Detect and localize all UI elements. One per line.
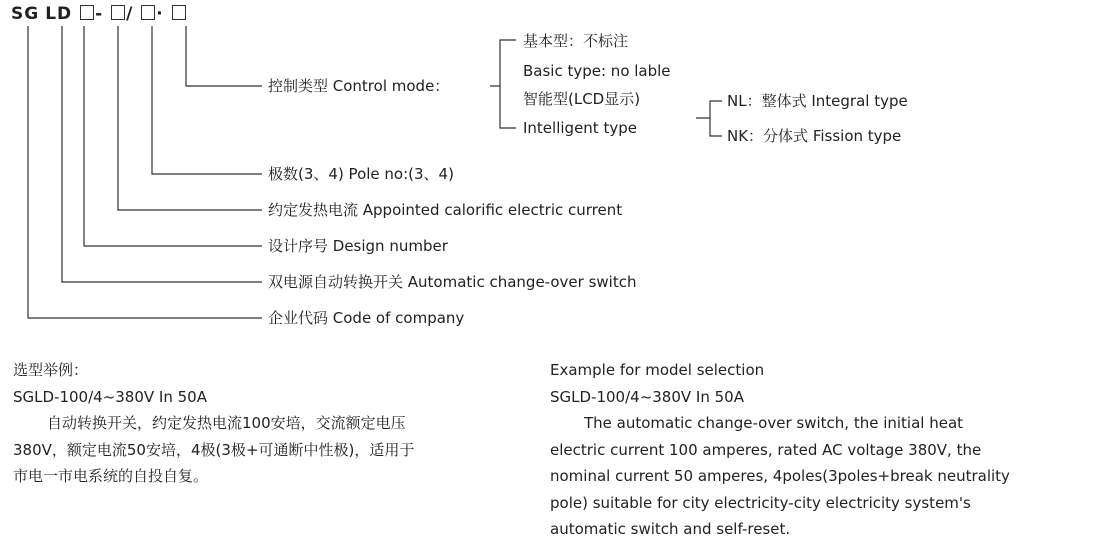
- code-sep-slash: /: [126, 4, 134, 24]
- example-en-line: electric current 100 amperes, rated AC voltage 380V, the: [550, 440, 982, 459]
- label-control-mode: 控制类型 Control mode：: [268, 77, 450, 95]
- intelligent-type-en: Intelligent type: [523, 119, 637, 137]
- label-pole-no: 极数(3、4) Pole no:(3、4): [268, 165, 454, 183]
- code-sep-dash: -: [95, 4, 104, 24]
- bracket-control: [490, 40, 516, 128]
- basic-type-en: Basic type: no lable: [523, 62, 671, 80]
- nk-fission-type: NK：分体式 Fission type: [727, 127, 902, 145]
- intelligent-type-cn: 智能型(LCD显示): [523, 90, 641, 108]
- label-current: 约定发热电流 Appointed calorific electric current: [268, 201, 623, 219]
- line-company: [28, 26, 262, 318]
- bracket-intelligent: [696, 101, 722, 136]
- line-current: [118, 26, 262, 210]
- label-switch: 双电源自动转换开关 Automatic change-over switch: [268, 273, 637, 291]
- example-en-line: automatic switch and self-reset.: [550, 520, 791, 538]
- example-en-line: nominal current 50 amperes, 4poles(3poles+break neutrality: [550, 467, 1010, 485]
- example-cn-model: SGLD-100/4~380V In 50A: [13, 387, 207, 406]
- example-cn-line: 380V，额定电流50安培，4极(3极+可通断中性极)，适用于: [13, 440, 415, 459]
- example-cn: [13, 357, 414, 490]
- code-prefix: SG: [11, 4, 40, 24]
- example-en-title: Example for model selection: [550, 361, 765, 379]
- label-design: 设计序号 Design number: [268, 237, 448, 255]
- line-control: [186, 26, 262, 86]
- nl-integral-type: NL：整体式 Integral type: [727, 92, 908, 110]
- example-en-model: SGLD-100/4~380V In 50A: [550, 387, 744, 406]
- label-company: 企业代码 Code of company: [268, 309, 465, 327]
- code-series: LD: [45, 4, 73, 24]
- example-cn-title: 选型举例：: [13, 361, 89, 379]
- example-en-line: The automatic change-over switch, the initial heat: [584, 414, 964, 432]
- line-poles: [152, 26, 262, 174]
- line-design: [84, 26, 262, 246]
- basic-type-cn: 基本型：不标注: [523, 32, 629, 50]
- code-sep-dot: ·: [156, 4, 164, 24]
- example-cn-line: 自动转换开关，约定发热电流100安培，交流额定电压: [47, 414, 406, 432]
- example-en: [550, 357, 1010, 543]
- example-en-line: pole) suitable for city electricity-city electricity system's: [550, 493, 971, 512]
- line-switch: [62, 26, 262, 282]
- example-cn-line: 市电一市电系统的自投自复。: [13, 467, 209, 485]
